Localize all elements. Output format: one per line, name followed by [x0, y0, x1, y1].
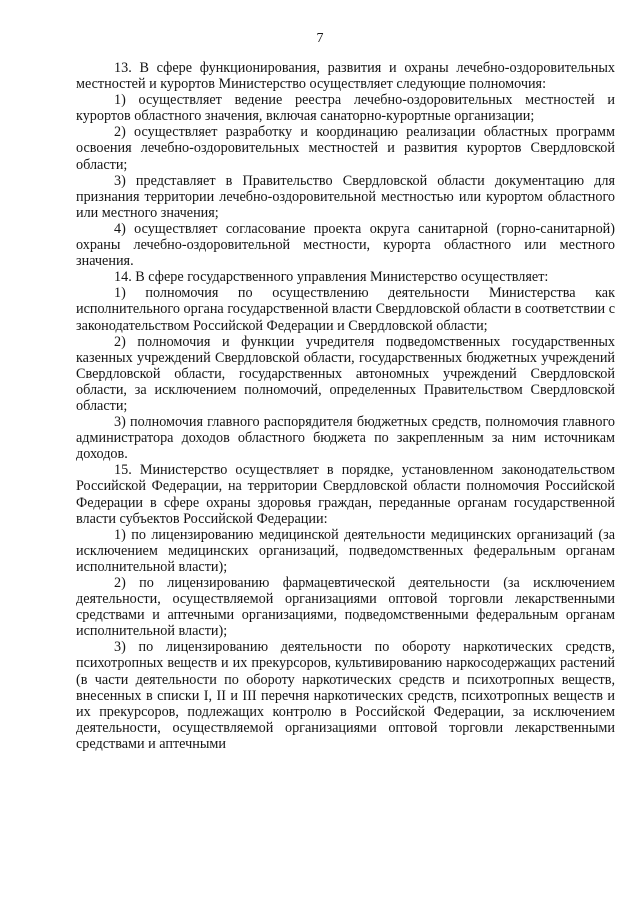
clause-13-item-4: 4) осуществляет согласование проекта округа санитарной (горно-санитарной) охраны лечебно-оздоровительной местности, курорта областного или местного значения.	[76, 220, 615, 270]
clause-14-item-2: 2) полномочия и функции учредителя подведомственных государственных казенных учреждений Свердловской области, государственных бюджетных учреждений Свердловской области, государственных автономных учреждений Свердловской области, за исключением полномочий, определенных Правительством Свердловской области;	[76, 333, 615, 414]
document-body	[76, 60, 615, 752]
clause-15-item-3: 3) по лицензированию деятельности по обороту наркотических средств, психотропных веществ и их прекурсоров, культивированию наркосодержащих растений (в части деятельности по обороту наркотических средств и психотропных веществ, внесенных в списки I, II и III перечня наркотических средств, психотропных веществ и их прекурсоров, подлежащих контролю в Российской Федерации, за исключением деятельности, осуществляемой организациями оптовой торговли лекарственными средствами и аптечными	[76, 639, 615, 752]
clause-13-item-1: 1) осуществляет ведение реестра лечебно-оздоровительных местностей и курортов областного значения, включая санаторно-курортные организации;	[76, 92, 615, 125]
clause-15-item-2: 2) по лицензированию фармацевтической деятельности (за исключением деятельности, осуществляемой организациями оптовой торговли лекарственными средствами и аптечными организациями, подведомственными федеральным органам исполнительной власти);	[76, 575, 615, 640]
clause-14: 14. В сфере государственного управления Министерство осуществляет:	[114, 269, 549, 286]
clause-15-item-1: 1) по лицензированию медицинской деятельности медицинских организаций (за исключением медицинских организаций, подведомственных федеральным органам исполнительной власти);	[76, 526, 615, 575]
clause-15: 15. Министерство осуществляет в порядке, установленном законодательством Российской Федерации, на территории Свердловской области полномочия Российской Федерации в сфере охраны здоровья граждан, переданные органам государственной власти субъектов Российской Федерации:	[76, 462, 615, 527]
clause-14-item-3: 3) полномочия главного распорядителя бюджетных средств, полномочия главного администратора доходов областного бюджета по закрепленным за ним источникам доходов.	[76, 414, 615, 463]
clause-13-item-3: 3) представляет в Правительство Свердловской области документацию для признания территории лечебно-оздоровительной местностью или курортом областного или местного значения;	[76, 172, 615, 221]
clause-13-item-2: 2) осуществляет разработку и координацию реализации областных программ освоения лечебно-оздоровительных местностей и развития курортов Свердловской области;	[76, 124, 615, 173]
clause-13: 13. В сфере функционирования, развития и охраны лечебно-оздоровительных местностей и курортов Министерство осуществляет следующие полномочия:	[76, 60, 615, 93]
page-number: 7	[316, 31, 324, 46]
clause-14-item-1: 1) полномочия по осуществлению деятельности Министерства как исполнительного органа государственной власти Свердловской области в соответствии с законодательством Российской Федерации и Свердловской области;	[76, 285, 615, 334]
